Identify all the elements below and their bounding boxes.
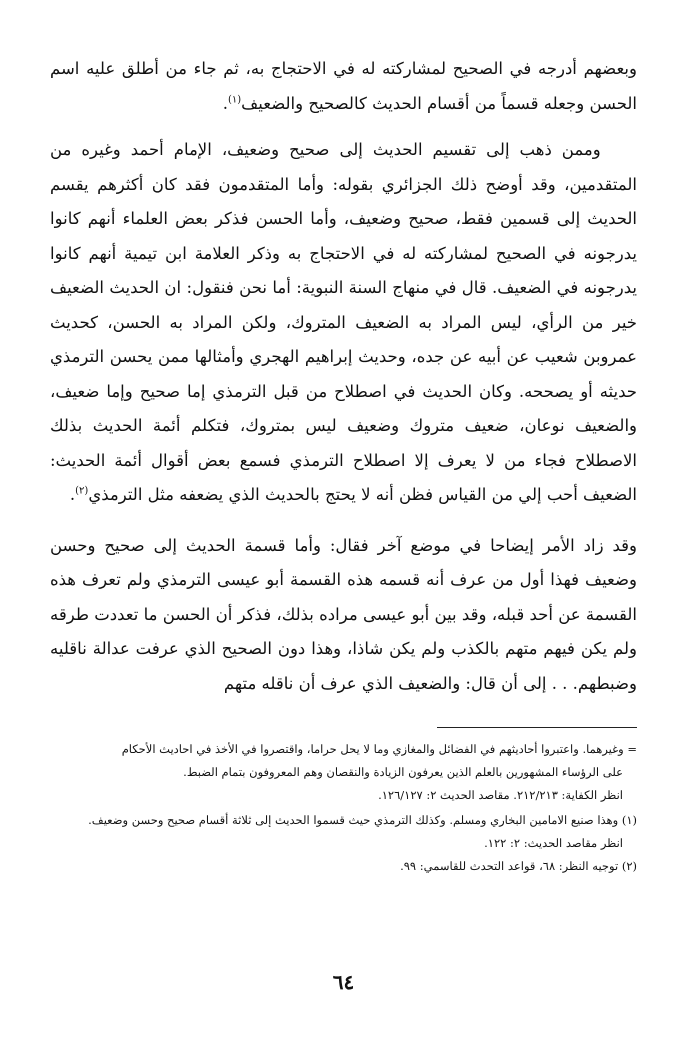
main-text <box>50 52 637 701</box>
footnote-divider <box>437 727 637 728</box>
footnote-2: (٢) توجيه النظر: ٦٨، قواعد التحدث للقاسمي: ٩٩. <box>400 859 637 873</box>
footnote-continuation-line-2: على الرؤساء المشهورين بالعلم الذين يعرفون الزيادة والنقصان وهم المعروفون بتمام الضبط. <box>183 765 623 779</box>
paragraph-1 <box>50 52 637 121</box>
footnote-continuation-reference: انظر الكفاية: ٢١٢/٢١٣. مقاصد الحديث ٢: ١٢٦/١٢٧. <box>378 788 623 802</box>
paragraph-2-text: وممن ذهب إلى تقسيم الحديث إلى صحيح وضعيف، الإمام أحمد وغيره من المتقدمين، وقد أوضح ذلك الجزائري بقوله: وأما المتقدمون فقد كان أكثرهم يقسم الحديث إلى قسمين فقط، صحيح وضعيف، وأما الحسن فذكر بعض العلماء أنهم كانوا يدرجونه في الصحيح لمشاركته له في الاحتجاج به وذكر العلامة ابن تيمية أنهم كانوا يدرجونه في الضعيف. قال في منهاج السنة النبوية: أما نحن فنقول: ان الحديث الضعيف خير من الرأي، ليس المراد به الضعيف المتروك، ولكن المراد به الحسن، كحديث عمروبن شعيب عن أبيه عن جده، وحديث إبراهيم الهجري وأمثالها ممن يحسن الترمذي حديثه أو يصححه. وكان الحديث في اصطلاح من قبل الترمذي إما صحيح وإما ضعيف، والضعيف نوعان، ضعيف متروك وضعيف ليس بمتروك، فتكلم أئمة الحديث بذلك الاصطلاح فجاء من لا يعرف إلا اصطلاح الترمذي فسمع بعض أقوال أئمة الحديث: الضعيف أحب إلي من القياس فظن أنه لا يحتج بالحديث الذي يضعفه مثل الترمذي <box>50 140 637 504</box>
footnotes <box>50 738 637 878</box>
footnote-1: (١) وهذا صنيع الامامين البخاري ومسلم. وكذلك الترمذي حيث قسموا الحديث إلى ثلاثة أقسام صحيح وحسن وضعيف. <box>88 813 637 827</box>
paragraph-3 <box>50 529 637 702</box>
paragraph-2-end: . <box>69 485 76 504</box>
paragraph-2 <box>50 133 637 513</box>
paragraph-3-text: وقد زاد الأمر إيضاحا في موضع آخر فقال: وأما قسمة الحديث إلى صحيح وحسن وضعيف فهذا أول من عرف أنه قسمه هذه القسمة أبو عيسى الترمذي ولم تعرف هذه القسمة عن أحد قبله، وقد بين أبو عيسى مراده بذلك، فذكر أن الحسن ما تعددت طرقه ولم يكن فيهم متهم بالكذب ولم يكن شاذا، وهذا دون الصحيح الذي عرفت عدالة ناقليه وضبطهم. . . إلى أن قال: والضعيف الذي عرف أن ناقله متهم <box>50 535 637 693</box>
footnote-marker-1: (١) <box>227 94 242 105</box>
paragraph-1-end: . <box>222 93 228 113</box>
footnote-marker-2: (٢) <box>75 485 89 497</box>
page-number: ٦٤ <box>332 970 355 994</box>
footnote-continuation-line-1: = وغيرهما. واعتبروا أحاديثهم في الفضائل والمغازي وما لا يحل حراما، واقتصروا في الأخذ في احاديث الأحكام <box>121 742 637 756</box>
footnote-1-reference: انظر مقاصد الحديث: ٢: ١٢٢. <box>484 836 623 850</box>
paragraph-1-text: وبعضهم أدرجه في الصحيح لمشاركته له في الاحتجاج به، ثم جاء من أطلق عليه اسم الحسن وجعله قسماً من أقسام الحديث كالصحيح والضعيف <box>50 59 637 113</box>
